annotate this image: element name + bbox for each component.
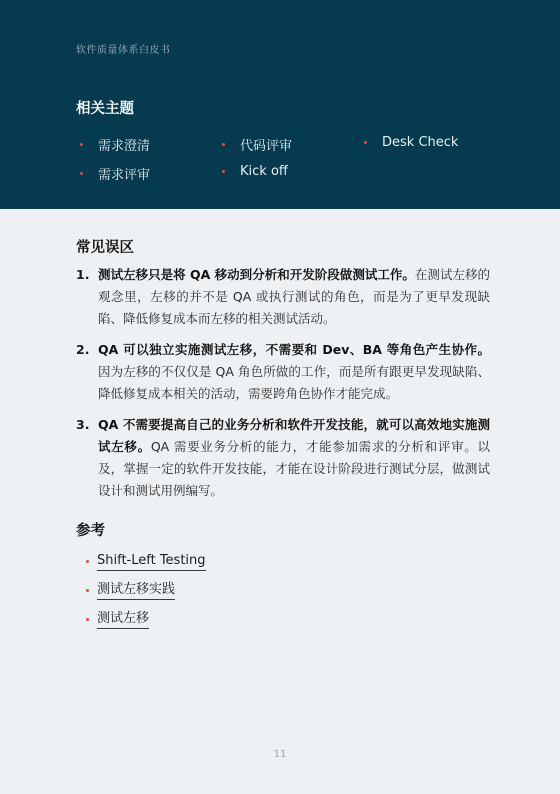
bullet-icon	[80, 172, 83, 175]
reference-item	[86, 547, 206, 576]
related-topic-label: 代码评审	[240, 139, 293, 154]
misconception-explanation: 在测试左移的观念里，左移的并不是 QA 或执行测试的角色，而是为了更早发现缺陷、降低修复成本而左移的相关测试活动。	[98, 267, 490, 326]
misconceptions-heading: 常见误区	[76, 240, 134, 256]
item-number: 1.	[76, 267, 90, 282]
book-title: 软件质量体系白皮书	[76, 45, 171, 56]
reference-link[interactable]: 测试左移实践	[97, 582, 175, 600]
bullet-icon	[86, 618, 89, 621]
related-topic	[80, 164, 150, 183]
misconception-explanation: QA 需要业务分析的能力，才能参加需求的分析和评审。以及，掌握一定的软件开发技能，才能在设计阶段进行测试分层，做测试设计和测试用例编写。	[98, 439, 490, 498]
related-topic-label: 需求澄清	[98, 139, 151, 154]
bullet-icon	[86, 560, 89, 563]
bullet-icon	[364, 141, 367, 144]
related-topic-label: Kick off	[240, 164, 288, 179]
misconception-statement: 测试左移只是将 QA 移动到分析和开发阶段做测试工作。	[98, 267, 415, 282]
reference-item	[86, 576, 206, 605]
related-topics-heading: 相关主题	[76, 101, 134, 117]
misconception-text	[98, 264, 490, 330]
reference-link[interactable]: 测试左移	[97, 611, 149, 629]
misconception-item	[76, 339, 490, 405]
bullet-icon	[222, 143, 225, 146]
related-topic	[222, 164, 288, 179]
misconception-text	[98, 339, 490, 405]
misconceptions-list	[76, 264, 490, 511]
item-number: 2.	[76, 342, 90, 357]
references-list	[86, 547, 206, 634]
misconception-text	[98, 414, 490, 502]
misconception-item	[76, 414, 490, 502]
bullet-icon	[86, 589, 89, 592]
page-number: 11	[273, 749, 287, 760]
related-topic	[80, 135, 150, 154]
related-topic-label: Desk Check	[382, 135, 459, 150]
misconception-statement: QA 不需要提高自己的业务分析和软件开发技能，就可以高效地实施测试左移。	[98, 417, 490, 454]
misconception-statement: QA 可以独立实施测试左移，不需要和 Dev、BA 等角色产生协作。	[98, 342, 490, 357]
item-number: 3.	[76, 417, 90, 432]
related-topic	[364, 135, 458, 150]
header-band	[0, 0, 560, 209]
bullet-icon	[222, 170, 225, 173]
reference-link[interactable]: Shift-Left Testing	[97, 553, 206, 571]
reference-item	[86, 605, 206, 634]
related-topic	[222, 135, 292, 154]
related-topic-label: 需求评审	[98, 168, 151, 183]
misconception-item	[76, 264, 490, 330]
references-heading: 参考	[76, 523, 105, 539]
bullet-icon	[80, 143, 83, 146]
misconception-explanation: 因为左移的不仅仅是 QA 角色所做的工作，而是所有跟更早发现缺陷、降低修复成本相关的活动，需要跨角色协作才能完成。	[98, 364, 490, 401]
